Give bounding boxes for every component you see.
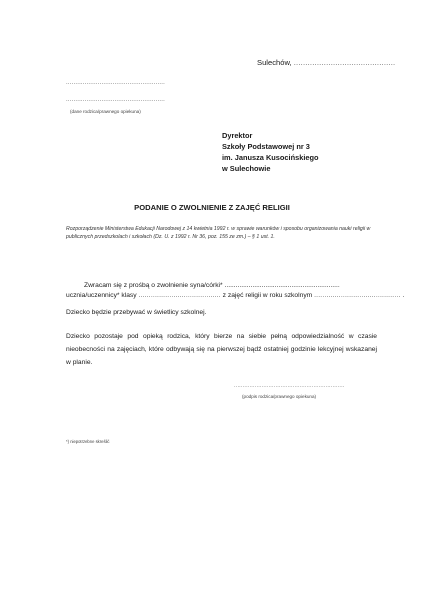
school-year-blank: .......................................... xyxy=(314,292,401,299)
recipient-line-3: im. Janusza Kusocińskiego xyxy=(222,153,319,162)
sender-line-2: ..................................................... xyxy=(66,97,165,103)
request-line-1: Zwracam się z prośbą o zwolnienie syna/córki* .............................................................. xyxy=(84,282,340,289)
recipient-block xyxy=(222,130,319,174)
sender-caption: (dane rodzica/prawnego opiekuna) xyxy=(70,109,141,114)
recipient-line-2: Szkoły Podstawowej nr 3 xyxy=(222,142,310,151)
option-common-room: Dziecko będzie przebywać w świetlicy szkolnej. xyxy=(66,309,207,316)
request-year-label: z zajęć religii w roku szkolnym xyxy=(220,292,315,299)
request-class-label: ucznia/uczennicy* klasy xyxy=(66,292,139,299)
footnote: *) niepotrzebne skreślić xyxy=(66,439,110,444)
signature-blank: ................................................................ xyxy=(234,383,345,389)
legal-basis: Rozporządzenie Ministerstwa Edukacji Narodowej z 14 kwietnia 1992 r. w sprawie warunków i sposobu organizowania nauki religii w publicznych przedszkolach i szkołach (Dz. U. z 1992 r. Nr 36, poz. 155 ze zm.) – § 1 ust. 1. xyxy=(66,226,371,241)
place-label: Sulechów, xyxy=(257,58,294,67)
recipient-line-1: Dyrektor xyxy=(222,131,253,140)
option-parent-care: Dziecko pozostaje pod opieką rodzica, który bierze na siebie pełną odpowiedzialność w czasie nieobecności na zajęciach, które odbywają się na pierwszej bądź ostatniej godzinie lekcyjnej wskazanej w planie. xyxy=(66,333,377,366)
recipient-line-4: w Sulechowie xyxy=(222,164,271,173)
class-blank: ........................................ xyxy=(138,292,221,299)
document-title: PODANIE O ZWOLNIENIE Z ZAJĘĆ RELIGII xyxy=(134,203,290,212)
date-blank: ............................................ xyxy=(293,58,396,67)
request-line-2 xyxy=(66,292,404,299)
request-line-end: . xyxy=(400,292,405,299)
place-date-line xyxy=(257,58,395,67)
sender-line-1: ..................................................... xyxy=(66,80,165,86)
signature-caption: (podpis rodzica/prawnego opiekuna) xyxy=(242,394,317,399)
